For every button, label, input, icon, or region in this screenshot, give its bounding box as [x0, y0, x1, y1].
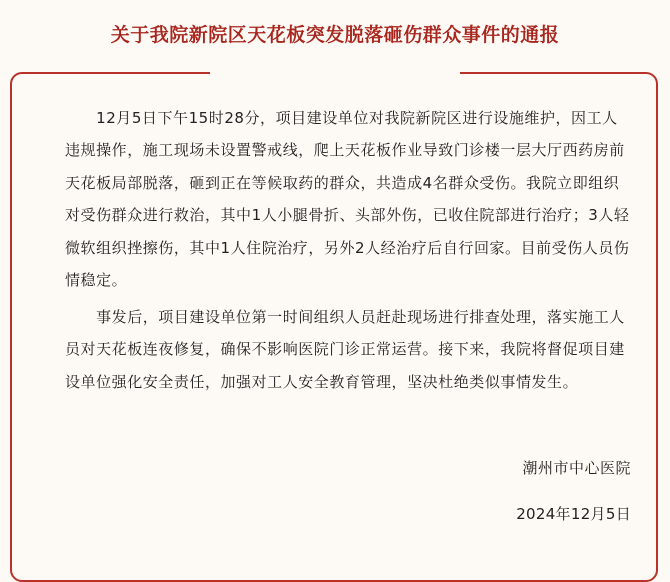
notice-title: 关于我院新院区天花板突发脱落砸伤群众事件的通报 [110, 24, 560, 46]
frame-top-gap [210, 66, 460, 80]
issue-date: 2024年12月5日 [516, 505, 631, 523]
issuer-signature: 潮州市中心医院 [522, 459, 631, 477]
notice-paragraph-2: 事发后，项目建设单位第一时间组织人员赶赴现场进行排查处理，落实施工人员对天花板连夜修复，确保不影响医院门诊正常运营。接下来，我院将督促项目建设单位强化安全责任，加强对工人安全教育管理，坚决杜绝类似事情发生。 [65, 307, 625, 391]
notice-body [65, 102, 631, 398]
notice-paragraph-1: 12月5日下午15时28分，项目建设单位对我院新院区进行设施维护，因工人违规操作，施工现场未设置警戒线，爬上天花板作业导致门诊楼一层大厅西药房前天花板局部脱落，砸到正在等候取药的群众，共造成4名群众受伤。我院立即组织对受伤群众进行救治，其中1人小腿骨折、头部外伤，已收住院部进行治疗；3人轻微软组织挫擦伤，其中1人住院治疗，另外2人经治疗后自行回家。目前受伤人员伤情稳定。 [65, 109, 630, 290]
